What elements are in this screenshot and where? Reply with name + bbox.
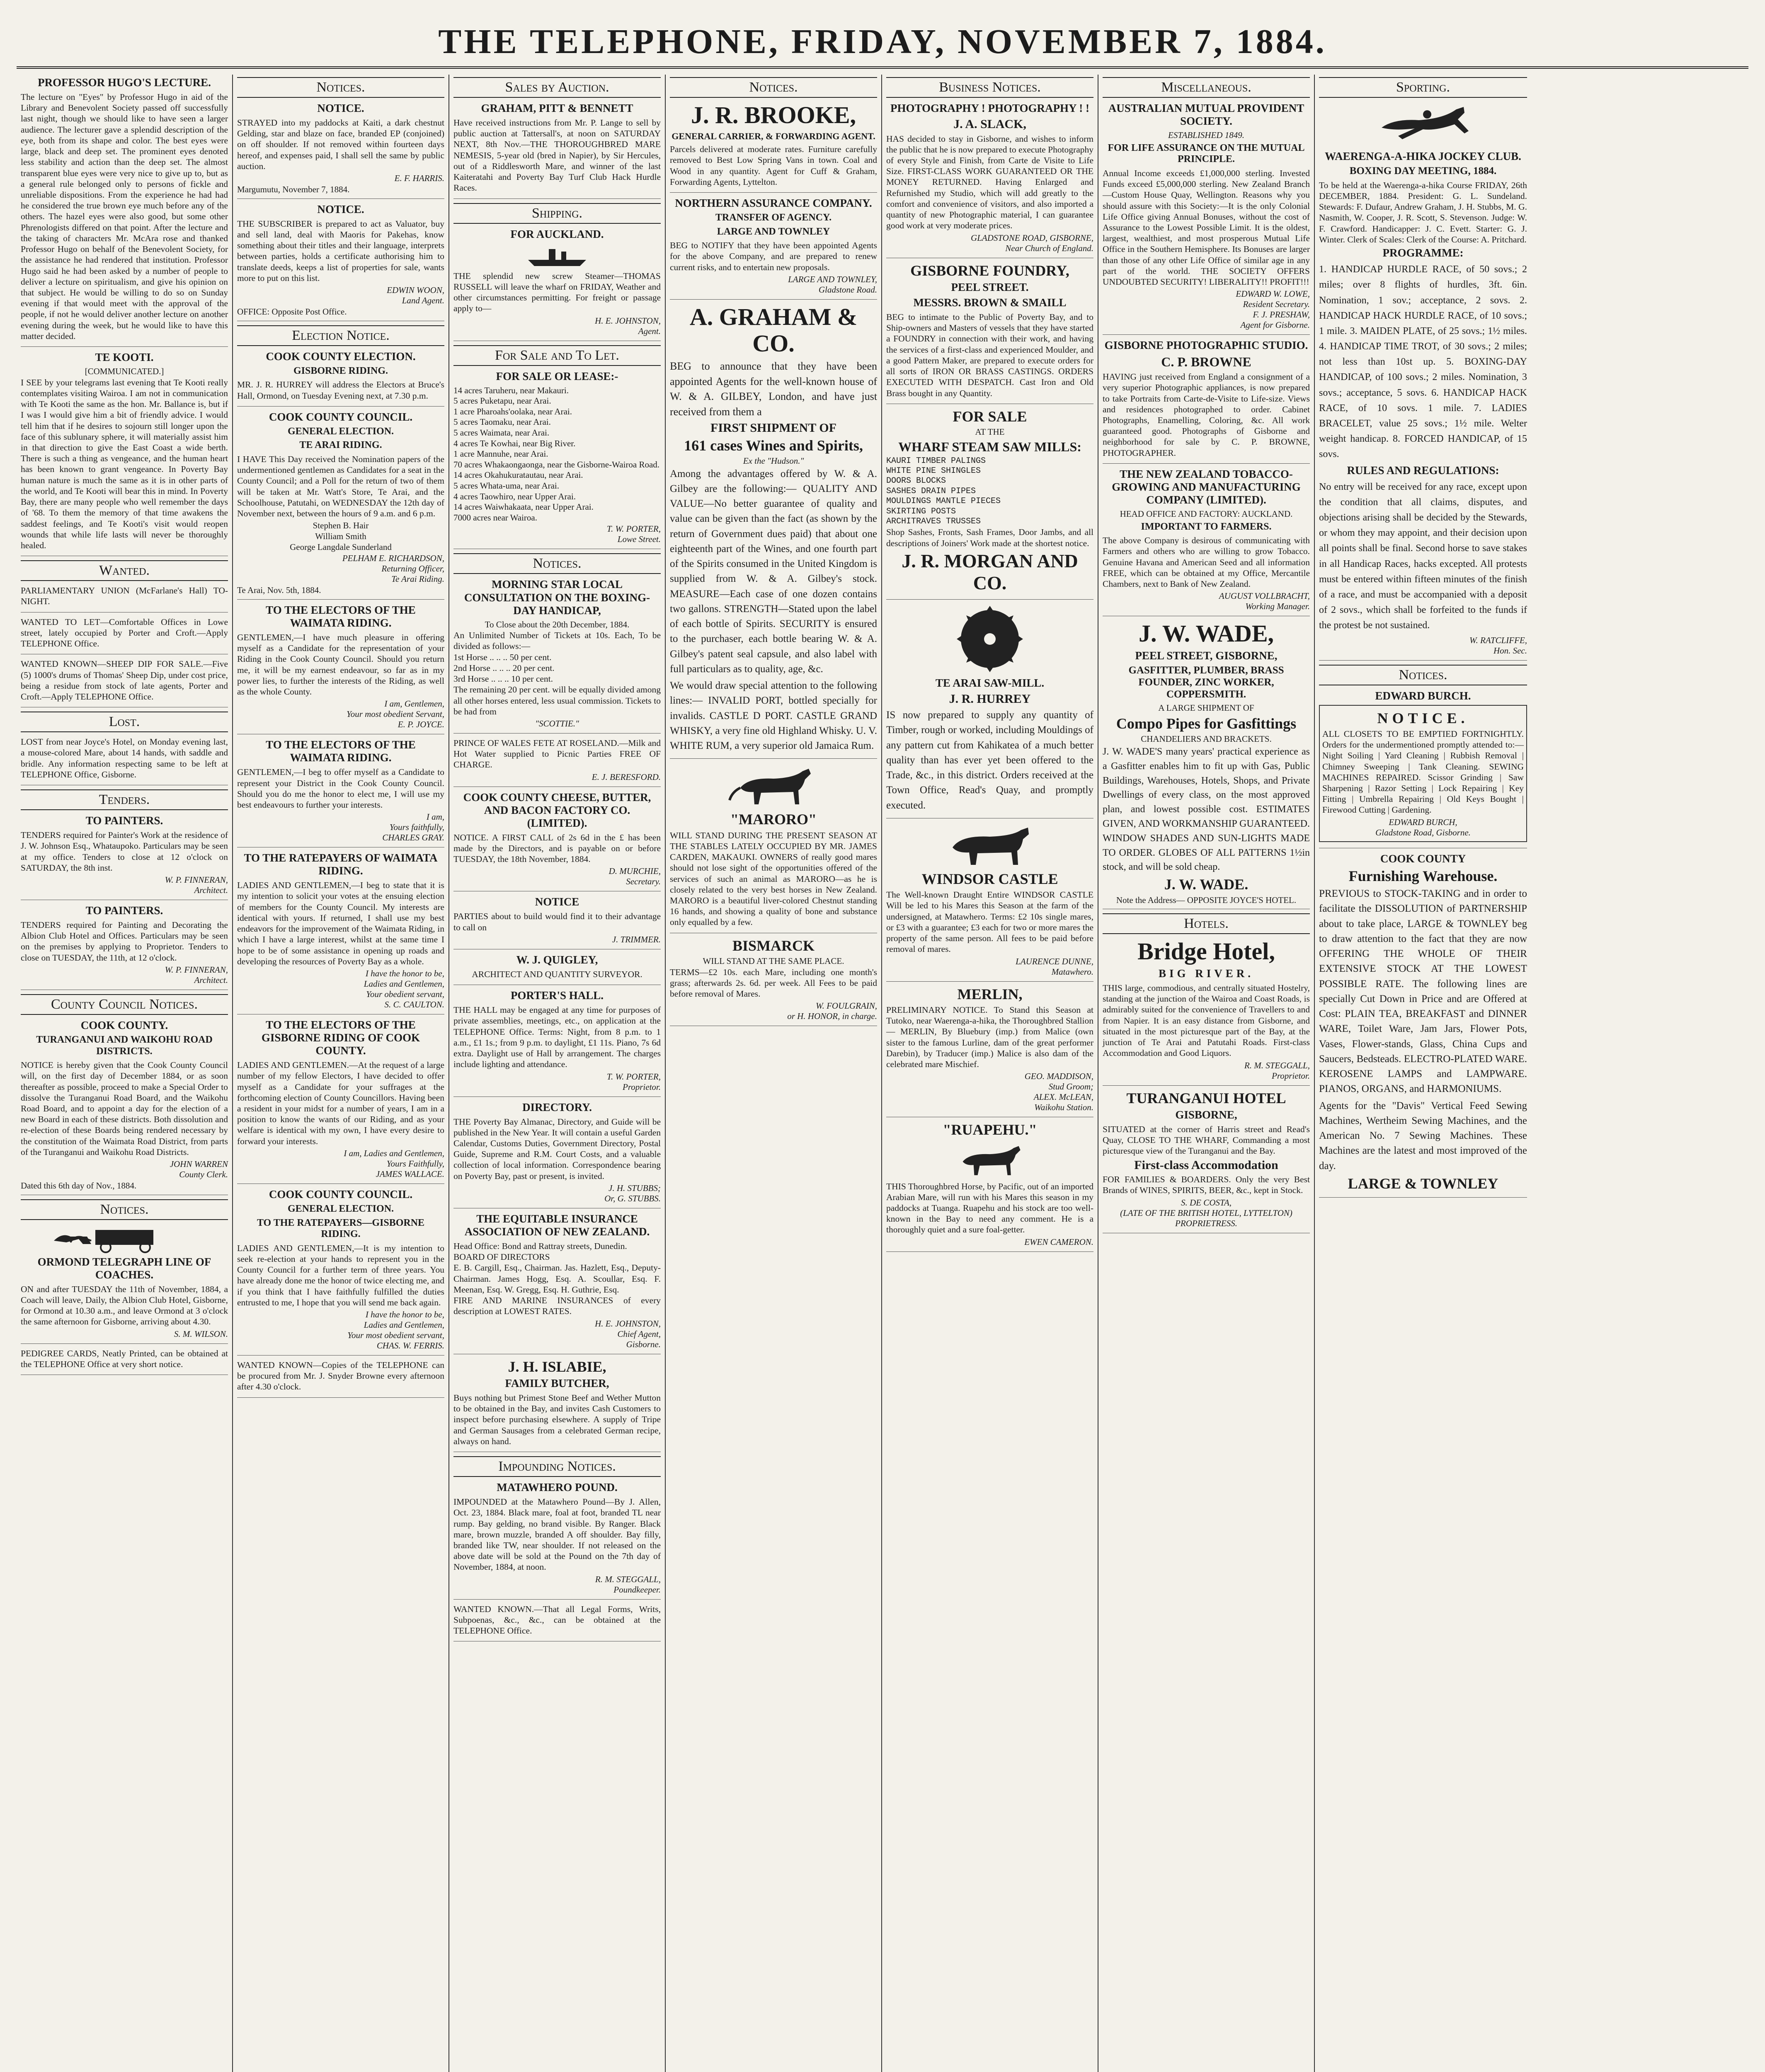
section-head-notices: Notices. (670, 77, 877, 98)
ad-signature: E. F. HARRIS. (394, 173, 444, 184)
ad-body: THE splendid new screw Steamer—THOMAS RUSSELL will leave the wharf on FRIDAY, Weather and other circumstances permitting. For freight or passage apply to— (453, 271, 661, 314)
burch-box (1319, 705, 1527, 842)
section-head-notices: Notices. (21, 1199, 228, 1220)
ad-signature: GEO. MADDISON, Stud Groom; ALEX. McLEAN, Waikohu Station. (1024, 1071, 1093, 1113)
ad-subtitle: GISBORNE, (1175, 1108, 1237, 1121)
ad-body: IMPOUNDED at the Matawhero Pound—By J. Allen, Oct. 23, 1884. Black mare, foal at foot, branded TL near rump. Bay gelding, no brand visible. By Ranger. Black mare, brown muzzle, branded A off shoulder. Bay filly, branded like TW, near shoulder. If not released on the above date will be sold at the Pound on the 7th day of November, 1884, at noon. (453, 1497, 661, 1572)
ad-morning-star-sweep (453, 578, 661, 733)
ad-subtitle: FIRST SHIPMENT OF (710, 421, 836, 435)
ad-title: NOTICE. (317, 102, 364, 114)
ad-quigley (453, 954, 661, 985)
ad-title: J. H. ISLABIE, (508, 1358, 606, 1375)
ad-headline: First-class Accommodation (1134, 1158, 1278, 1172)
ad-signature: W. FOULGRAIN, or H. HONOR, in charge. (787, 1001, 877, 1021)
horse-icon (948, 1141, 1031, 1179)
ad-county-notice (21, 1019, 228, 1195)
rules-body: No entry will be received for any race, except upon the condition that all claims, disputes, and objections arising shall be decided by the Stewards, or whom they may appoint, and their decision upon all points shall be final. Second horse to save stakes in all Handicap Races, hacks excepted. All protests must be entered within fifteen minutes of the finish of a race, and must be accompanied with a deposit of 2 sovs., which shall be forfeited to the funds if the protest be not sustained. (1319, 481, 1527, 631)
ad-tender-painters-2 (21, 904, 228, 990)
ad-body: IS now prepared to supply any quantity of Timber, rough or worked, including Mouldings of any pattern cut from Kahikatea of a much better quality than has ever yet been offered to the Trade, &c., in this district. Orders received at the Town Office, Read's Quay, and promptly executed. (886, 709, 1093, 811)
ad-windsor-castle (886, 823, 1093, 982)
ad-subtitle: GENERAL ELECTION. (287, 1203, 394, 1214)
ad-signature: GLADSTONE ROAD, GISBORNE, Near Church of England. (971, 232, 1093, 253)
ad-signature: EWEN CAMERON. (1024, 1237, 1093, 1247)
ad-body: STRAYED into my paddocks at Kaiti, a dark chestnut Gelding, star and blaze on face, branded EP (conjoined) on off shoulder. If not removed within fourteen days hereof, and expenses paid, I shall sell the same by public auction. (237, 118, 444, 171)
ad-title: AUSTRALIAN MUTUAL PROVIDENT SOCIETY. (1108, 102, 1304, 128)
ad-tobacco-company (1103, 468, 1310, 616)
ad-title: "RUAPEHU." (943, 1121, 1037, 1138)
article-body: The lecture on "Eyes" by Professor Hugo in aid of the Library and Benevolent Society passed off successfully last night, though we should like to have seen a larger audience. The lecturer gave a splendid description of the eye, both from its shape and color. The best eyes were large, black and deep set. The prominent eyes denoted less stability and action than the deep set. The almost transparent blue eyes were very nice to give up to, but as a general rule belonged only to persons of fickle and unreliable dispositions. From the experience he had had he considered the true brown eye much before any of the others. The hazel eyes were also good, but some other Phrenologists differed on that point. After the lecture and the taking of characters Mr. McAra rose and thanked Professor Hugo on behalf of the Benevolent Society, for the assistance he had rendered that institution. Professor Hugo said he had been asked by a number of people to deliver a lecture on spiritualism, and give his opinion on that subject. He would be willing to do so on Sunday evening if that would meet with the approval of the people, if not he would deliver another lecture on another evening during the week, but he would like to have this matter decided. (21, 92, 228, 341)
ad-footer-name: J. R. MORGAN AND CO. (902, 550, 1078, 593)
ad-shipping-auckland (453, 228, 661, 341)
column-4 (666, 75, 882, 2072)
ad-title: TO THE ELECTORS OF THE WAIMATA RIDING. (266, 738, 416, 764)
ad-body: Annual Income exceeds £1,000,000 sterling. Invested Funds exceed £5,000,000 sterling. New Zealand Branch—Custom House Quay, Wellington. Reasons why you should assure with this Society:—It is the only Colonial Life Office giving Annual Bonuses, without the cost of Assurance to the Lowest Possible Limit. It is the oldest, largest, wealthiest, and most prosperous Mutual Life Office in the Southern Hemisphere. Its Bonuses are larger than those of any other Life Office of similar age in any part of the world. THE SOCIETY OFFERS UNDOUBTED SECURITY! LIBERALITY!! PROFIT!!! (1103, 168, 1310, 287)
ad-signature: "SCOTTIE." (535, 718, 579, 729)
section-head-election: Election Notice. (237, 325, 444, 346)
ad-wanted-union (21, 585, 228, 612)
ad-browne-photography (1103, 339, 1310, 464)
ad-title: W. J. QUIGLEY, (516, 953, 598, 966)
ad-body: TENDERS required for Painter's Work at the residence of J. W. Johnson Esq., Whataupoko. Particulars may be seen at my office. Tenders to close at 12 o'clock on SATURDAY, the 8th inst. (21, 830, 228, 873)
ad-signature: J. W. WADE. (1164, 876, 1249, 893)
ad-subtitle: LARGE AND TOWNLEY (717, 226, 830, 237)
ad-body: GENTLEMEN,—I have much pleasure in offering myself as a Candidate for the representation of your Riding in the Cook County Council. Should you return me, it will be my earnest endeavour, so far as in my power lies, to further the interests of the Riding, as well as the whole County. (237, 632, 444, 697)
ad-general-election-ferris (237, 1188, 444, 1356)
ad-subtitle: BOXING DAY MEETING, 1884. (1349, 165, 1497, 177)
ad-body: I HAVE This Day received the Nomination papers of the undermentioned gentlemen as Candidates for a seat in the County Council; and a Poll for the return of two of them will be taken at Mr. Watt's Store, Te Arai, and the Schoolhouse, Patutahi, on WEDNESDAY the 12th day of November next, between the hours of 9 a.m. and 6 p.m. (237, 454, 444, 519)
saw-blade-icon (955, 604, 1025, 674)
ad-title: TO THE RATEPAYERS OF WAIMATA RIDING. (244, 852, 438, 877)
ad-title: COOK COUNTY ELECTION. (266, 350, 416, 363)
ad-body: GENTLEMEN,—I beg to offer myself as a Candidate to represent your District in the Cook County Council. Should you do me the honor to elect me, I will use my best endeavours to further your interests. (237, 767, 444, 810)
ad-signature: R. M. STEGGALL, Proprietor. (1244, 1060, 1310, 1081)
ad-amp-society (1103, 102, 1310, 335)
ad-subtitle: PEEL STREET, GISBORNE, (1135, 649, 1278, 662)
ad-title: BISMARCK (732, 937, 815, 954)
section-head-sporting: Sporting. (1319, 77, 1527, 98)
ad-signature: EDWARD BURCH, Gladstone Road, Gisborne. (1375, 817, 1471, 838)
ad-signature: T. W. PORTER, Lowe Street. (606, 524, 661, 545)
ad-body: Have received instructions from Mr. P. Lange to sell by public auction at Tattersall's, at noon on SATURDAY NEXT, 8th Nov.—THE THOROUGHBRED MARE NEMESIS, 5-year old (bred in Napier), by Sir Hercules, out of a Riddlesworth Mare, and winner of the last Kaiteratahi and Poverty Bay Turf Club Hack Hurdle Races. (453, 118, 661, 193)
section-head-business: Business Notices. (886, 77, 1093, 98)
section-head-notices: Notices. (453, 553, 661, 574)
ad-signature: LARGE & TOWNLEY (1348, 1175, 1498, 1192)
ad-signature: J. TRIMMER. (612, 934, 661, 944)
ad-date: Dated this 6th day of Nov., 1884. (21, 1181, 137, 1191)
section-head-shipping: Shipping. (453, 203, 661, 224)
ad-headline: NOTICE. (1377, 709, 1469, 726)
section-head-county: County Council Notices. (21, 994, 228, 1015)
ad-title: GISBORNE PHOTOGRAPHIC STUDIO. (1104, 339, 1308, 352)
ad-body: THIS Thoroughbred Horse, by Pacific, out of an imported Arabian Mare, will run with his Mares this season in my paddocks at Tuanga. Ruapehu and his stock are too well-known in the Bay to need any comment. He is a thoroughly quiet and a sure foal-getter. (886, 1181, 1093, 1235)
ad-subtitle: TURANGANUI AND WAIKOHU ROAD DISTRICTS. (36, 1034, 213, 1057)
ad-signature: T. W. PORTER, Proprietor. (606, 1071, 661, 1092)
ad-body: PREVIOUS to STOCK-TAKING and in order to facilitate the DISSOLUTION of PARTNERSHIP about to take place, LARGE & TOWNLEY beg to draw attention to the fact that they are now OFFERING THE WHOLE OF THEIR EXTENSIVE STOCK AT THE LOWEST POSSIBLE RATE. The following lines are specially Cut Down in Price and are Offered at Cost: PLAIN TEA, BREAKFAST and DINNER WARE, Toilet Ware, Jam Jars, Flower Pots, Vases, Flower-stands, Glass, China Cups and Saucers, Bedsteads. ELECTRO-PLATED WARE. KEROSENE LAMPS and LAMPWARE. PIANOS, ORGANS, and HARMONIUMS. (1319, 888, 1527, 1095)
ad-body: ARCHITECT AND QUANTITY SURVEYOR. (472, 969, 642, 979)
ad-date: Te Arai, Nov. 5th, 1884. (237, 585, 321, 595)
ad-notice-valuator (237, 203, 444, 321)
ad-election-hurrey (237, 350, 444, 407)
ad-prince-fete (453, 738, 661, 787)
ad-cheese-factory (453, 791, 661, 892)
ad-lost-mare (21, 736, 228, 785)
section-head-sales: Sales by Auction. (453, 77, 661, 98)
ad-gisborne-foundry (886, 262, 1093, 404)
ad-body: THE SUBSCRIBER is prepared to act as Valuator, buy and sell land, deal with Maoris for Pakehas, know something about their titles and their language, interprets between parties, holds a certificate authorising him to translate deeds, keeps a list of properties for sale, wants more to put on this list. (237, 218, 444, 283)
ad-signature: I am, Yours faithfully, CHARLES GRAY. (382, 812, 444, 843)
ad-title: WAERENGA-A-HIKA JOCKEY CLUB. (1325, 150, 1521, 162)
ad-directory (453, 1101, 661, 1208)
ad-body: TERMS—£2 10s. each Mare, including one month's grass; afterwards 2s. 6d. per week. All Fees to be paid before removal of Mares. (670, 967, 877, 999)
ad-for-sale-lease (453, 370, 661, 549)
ad-signature: AUGUST VOLLBRACHT, Working Manager. (1219, 591, 1310, 612)
ad-body: We would draw special attention to the following lines:— INVALID PORT, bottled specially for invalids. CASTLE D PORT. CASTLE GRAND WHISKY, a very fine old Highland Whisky. U. V. WHITE RUM, a very superior old Jamaica Rum. (670, 680, 877, 752)
ad-electors-gray (237, 738, 444, 847)
ad-address: Note the Address— OPPOSITE JOYCE'S HOTEL. (1116, 895, 1297, 905)
ad-title: A. GRAHAM & CO. (689, 303, 858, 357)
ad-title: EDWARD BURCH. (1375, 689, 1471, 702)
ad-title: FOR SALE OR LEASE:- (496, 370, 618, 382)
ad-edward-burch (1319, 690, 1527, 848)
ad-subtitle: C. P. BROWNE (1161, 354, 1251, 370)
columns (17, 75, 1748, 2072)
ad-subtitle: Ex the "Hudson." (743, 455, 804, 466)
ad-title: THE NEW ZEALAND TOBACCO-GROWING AND MANUFACTURING COMPANY (LIMITED). (1112, 467, 1301, 506)
ad-body: BEG to intimate to the Public of Poverty Bay, and to Ship-owners and Masters of vessels that they have started a FOUNDRY in connection with their work, and having the services of a first-class and experienced Moulder, and a good Pattern Maker, are prepared to execute orders for all sorts of IRON OR BRASS CASTINGS. ORDERS EXECUTED WITH DESPATCH. Cast Iron and Old Brass bought in any Quantity. (886, 312, 1093, 398)
ad-title: NOTICE (535, 896, 579, 908)
ad-headline: Compo Pipes for Gasfittings (1116, 715, 1297, 732)
ad-title: FOR AUCKLAND. (510, 228, 604, 240)
ad-subtitle: J. A. SLACK, (953, 117, 1026, 131)
ad-body: LADIES AND GENTLEMEN,—It is my intention to seek re-election at your hands to represent you in the County Council for a further term of three years. You have already done me the honor of twice electing me, and if you think that I have faithfully fulfilled the duties entrusted to me, I hope that you will send me back again. (237, 1243, 444, 1307)
racehorse-icon (1373, 102, 1473, 148)
ad-body: BEG to NOTIFY that they have been appointed Agents for the above Company, and are prepared to renew current risks, and to entertain new proposals. (670, 240, 877, 272)
ad-body: NOTICE is hereby given that the Cook County Council will, on the first day of December 1884, or as soon thereafter as possible, proceed to make a Special Order to dissolve the Turanganui Road Board, and the Waikohu Road Board, and to appoint a day for the election of a new Board in each of these districts. Both dissolution and re-election of these Boards being rendered necessary by the constitution of the Waimata Road District, from parts of the Turanganui and Waikohu Road Districts. (21, 1060, 228, 1157)
ad-title: TO PAINTERS. (85, 814, 163, 827)
ad-signature: S. M. WILSON. (174, 1329, 228, 1339)
ad-body: WANTED KNOWN—SHEEP DIP FOR SALE.—Five (5) 1000's drums of Thomas' Sheep Dip, under cost price, being a residue from stock of late agents, Porter and Croft.—Apply TELEPHONE Office. (21, 659, 228, 702)
article-title: TE KOOTI. (95, 351, 154, 364)
ad-election-te-arai (237, 411, 444, 600)
ad-subtitle: To Close about the 20th December, 1884. (485, 619, 630, 629)
ad-ruapehu (886, 1121, 1093, 1251)
ad-body: THIS large, commodious, and centrally situated Hostelry, standing at the junction of the Wairoa and Coast Roads, is admirably suited for the convenience of Travellers to and from Napier. It is an easy distance from Gisborne, and situated in the most picturesque part of the Bay, at the junction of Te Arai and Patutahi Roads. First-class Accommodation and Good Liquors. (1103, 983, 1310, 1058)
ad-signature: EDWARD W. LOWE, Resident Secretary. F. J. PRESHAW, Agent for Gisborne. (1236, 289, 1310, 330)
ad-signature: LARGE AND TOWNLEY, Gladstone Road. (788, 274, 877, 295)
ad-body: THE Poverty Bay Almanac, Directory, and Guide will be published in the New Year. It will contain a useful Garden Calendar, Customs Duties, Government Directory, Postal Guide, Supreme and R.M. Court Costs, and a valuable collection of local information. Correspondence bearing on Poverty Bay, past or present, is invited. (453, 1116, 661, 1181)
ad-title: ORMOND TELEGRAPH LINE OF COACHES. (37, 1255, 211, 1281)
ad-title: MORNING STAR LOCAL CONSULTATION ON THE BOXING-DAY HANDICAP, (464, 578, 650, 617)
ad-body: PARTIES about to build would find it to their advantage to call on (453, 911, 661, 932)
ad-bridge-hotel (1103, 938, 1310, 1085)
ad-signature: H. E. JOHNSTON, Agent. (595, 315, 661, 336)
ad-title: Bridge Hotel, (1137, 938, 1275, 965)
column-5 (882, 75, 1098, 2072)
ad-body: PARLIAMENTARY UNION (McFarlane's Hall) TO-NIGHT. (21, 586, 228, 607)
ad-subtitle: FOR LIFE ASSURANCE ON THE MUTUAL PRINCIPLE. (1108, 142, 1305, 165)
ad-pedigree-cards (21, 1348, 228, 1375)
ad-wanted-known-copies (237, 1360, 444, 1398)
ad-signature: W. RATCLIFFE, Hon. Sec. (1469, 635, 1527, 656)
ad-body: HAS decided to stay in Gisborne, and wishes to inform the public that he is now prepared to execute Photography of every Style and Finish, from Carte de Visite to Life Size. FIRST-CLASS WORK GUARANTEED OR THE MONEY RETURNED. Having Enlarged and Refurnished my Studio, which will add greatly to the comfort and convenience of visitors, and also imported a quantity of new Photographic material, I can guarantee good work at very moderate prices. (886, 133, 1093, 231)
ad-title: J. W. WADE, (1138, 620, 1274, 647)
ad-signature: LAURENCE DUNNE, Matawhero. (1016, 956, 1093, 977)
article-body: I SEE by your telegrams last evening that Te Kooti really contemplates visiting Wairoa. I am not in communication with Te Kooti the same as the hon. Mr. Ballance is, but if I was I would give him a bit of friendly advice. I would tell him that if he desires to sojourn still longer upon the face of this sublunary sphere, it will materially assist him in that direction to give the East Coast a wide berth. There is such a thing as vengeance, and the human heart has been known to grant vengeance. In Poverty Bay human nature is much the same as it is in other parts of the world, and Te Kooti will bear this in mind. In Poverty Bay, there are many people who well remember the days of '68. To them the memory of that time awakens the saddest feelings, and Te Kooti's visit would reopen wounds that while life lasts will never be thoroughly healed. (21, 377, 228, 551)
stagecoach-icon (46, 1224, 203, 1253)
rules-title: RULES AND REGULATIONS: (1347, 464, 1499, 477)
ad-body: HAVING just received from England a consignment of a very superior Photographic appliances, is now prepared to take Portraits from Carte-de-Visite to Life-size. Views and residences photographed to order. Cabinet Photographs, Enamelling, Coloring, &c. All work guaranteed good. Photographs of Gisborne and neighborhood for sale by C. P. BROWNE, PHOTOGRAPHER. (1103, 372, 1310, 458)
ad-auction-nemesis (453, 102, 661, 199)
ad-subtitle: TRANSFER OF AGENCY. (715, 212, 832, 223)
ad-ormond-coaches (21, 1224, 228, 1344)
ad-title: COOK COUNTY (1380, 852, 1466, 865)
ad-body: WANTED KNOWN—Copies of the TELEPHONE can be procured from Mr. J. Snyder Browne every afternoon after 4.30 o'clock. (237, 1360, 444, 1392)
horse-icon (724, 763, 823, 808)
ad-signature: S. DE COSTA, (LATE OF THE BRITISH HOTEL, LYTTELTON) PROPRIETRESS. (1120, 1197, 1292, 1228)
column-7 (1315, 75, 1531, 2072)
steamer-icon (524, 243, 590, 268)
ad-islabie-butcher (453, 1358, 661, 1452)
ad-signature: W. P. FINNERAN, Architect. (165, 964, 228, 985)
land-list: 14 acres Taruheru, near Makauri. 5 acres Puketapu, near Arai. 1 acre Pharoahs'oolaka, near Arai. 5 acres Taomaku, near Arai. 5 acres Waimata, near Arai. 4 acres Te Kowhai, near Big River. 1 acre Mannuhe, near Arai. 70 acres Whakaongaonga, near the Gisborne-Wairoa Road. 14 acres Okahukuratautau, near Arai. 5 acres Whata-uma, near Arai. 4 acres Taowhiro, near Upper Arai. 14 acres Waiwhakaata, near Upper Arai. 7000 acres near Wairoa. (453, 385, 660, 523)
ad-title: "MARORO" (730, 811, 817, 828)
ad-body: FOR FAMILIES & BOARDERS. Only the very Best Brands of WINES, SPIRITS, BEER, &c., kept in Stock. (1103, 1174, 1310, 1196)
section-head-notices: Notices. (237, 77, 444, 98)
ad-subtitle: A LARGE SHIPMENT OF (1158, 703, 1254, 713)
ad-body: PRINCE OF WALES FETE AT ROSELAND.—Milk and Hot Water supplied to Picnic Parties FREE OF CHARGE. (453, 738, 661, 770)
ad-signature: JOHN WARREN County Clerk. (170, 1159, 228, 1180)
ad-title: COOK COUNTY CHEESE, BUTTER, AND BACON FACTORY CO. (LIMITED). (463, 791, 651, 829)
ad-body: The Well-known Draught Entire WINDSOR CASTLE Will be led to his Mares this Season at the farm of the undersigned, at Matawhero. Terms: £2 10s single mares, or £3 with a guarantee; £3 each for two or more mares the property of the same person. All fees to be paid before removal of mares. (886, 890, 1093, 954)
ad-date: Margumutu, November 7, 1884. (237, 184, 350, 195)
ad-subtitle: GASFITTER, PLUMBER, BRASS FOUNDER, ZINC WORKER, COPPERSMITH. (1128, 665, 1284, 700)
ad-body: PEDIGREE CARDS, Neatly Printed, can be obtained at the TELEPHONE Office at very short notice. (21, 1348, 228, 1369)
section-head-lost: Lost. (21, 712, 228, 732)
ad-title: TURANGANUI HOTEL (1126, 1089, 1286, 1106)
ad-body: PRELIMINARY NOTICE. To Stand this Season at Tutoko, near Waerenga-a-hika, the Thoroughbred Stallion— MERLIN, By Bluebury (imp.) from Malice (own sister to the famous Lurline, dam of the great performer Darebin), by Traducer (imp.) Malice is also dam of the celebrated mare Mischief. (886, 1005, 1093, 1069)
ad-body: Shop Sashes, Fronts, Sash Frames, Door Jambs, and all descriptions of Joiners' Work made at the shortest notice. (886, 527, 1093, 548)
column-3 (449, 75, 666, 2072)
ad-electors-wallace (237, 1019, 444, 1184)
column-1 (17, 75, 233, 2072)
ad-signature: I am, Gentlemen, Your most obedient Servant, E. P. JOYCE. (346, 699, 444, 730)
ad-title: COOK COUNTY. (80, 1019, 168, 1031)
ad-signature: D. MURCHIE, Secretary. (609, 866, 661, 887)
ad-body: LOST from near Joyce's Hotel, on Monday evening last, a mouse-colored Mare, about 14 hands, with saddle and bridle. Any information respecting same to be left at TELEPHONE Office, Gisborne. (21, 737, 228, 779)
ad-body: LADIES AND GENTLEMEN.—At the request of a large number of my fellow Electors, I have decided to offer myself as a Candidate for your suffrages at the forthcoming election of County Councillors. Having been a resident in your midst for a number of years, I am in a position to know the wants of our Riding, and as your welfare is identical with my own, I have every desire to forward your interests. (237, 1060, 444, 1146)
ad-signature: J. H. STUBBS; Or, G. STUBBS. (604, 1183, 661, 1203)
ad-body: WILL STAND DURING THE PRESENT SEASON AT THE STABLES LATELY OCCUPIED BY MR. JAMES CARDEN, MAKAUKI. OWNERS of really good mares should not lose sight of the opportunities offered of the services of such an animal as MARORO—as he is closely related to the very best horses in New Zealand. MARORO is a beautiful liver-colored Chestnut standing 16 hands, and showing a quality of bone and substance only equalled by a few. (670, 830, 877, 927)
section-head-notices: Notices. (1319, 665, 1527, 685)
ad-body: The above Company is desirous of communicating with Farmers and others who are willing to grow Tobacco. Genuine Havana and American Seed and all information FREE, which can be obtained at my Office, Mercantile Chambers, next to Bank of New Zealand. (1103, 535, 1310, 589)
ad-ratepayers-caulton (237, 852, 444, 1014)
ad-body: To be held at the Waerenga-a-hika Course FRIDAY, 26th DECEMBER, 1884. President: G. L. Sundeland. Stewards: F. Dufaur, Andrew Graham, J. H. Stubbs, M. G. Nasmith, W. Cooper, J. R. Scott, S. Stevenson. Judge: W. F. Crawford. Handicapper: J. C. Evett. Starter: G. J. Winter. Clerk of Scales: Clerk of the Course: A. Pritchard. (1319, 180, 1527, 244)
ad-headline: 161 cases Wines and Spirits, (684, 437, 863, 454)
ad-subtitle: PEEL STREET. (951, 281, 1029, 293)
article-hugo-lecture (21, 76, 228, 347)
ad-body: SITUATED at the corner of Harris street and Read's Quay, CLOSE TO THE WHARF, Commanding a most picturesque view of the Turanganui and the Bay. (1103, 1124, 1310, 1156)
ad-subtitle: CHANDELIERS AND BRACKETS. (1141, 734, 1272, 744)
ad-legal-forms (453, 1604, 661, 1642)
ad-title: J. R. BROOKE, (691, 102, 856, 128)
ad-subtitle: IMPORTANT TO FARMERS. (1141, 521, 1272, 532)
ad-trimmer (453, 896, 661, 949)
ad-headline: WHARF STEAM SAW MILLS: (898, 439, 1081, 454)
ad-body: Among the advantages offered by W. & A. Gilbey are the following:— QUALITY AND VALUE—No better guarantee of quality and value can be given than the fact (as shown by the return of Government dues paid) that about one eighteenth part of the Wines, and one fourth part of the Spirits consumed in the United Kingdom is supplied from W. & A. Gilbey's stock. MEASURE—Each case of one dozen contains two gallons. STRENGTH—Stated upon the label of each bottle of Spirits. SECURITY is ensured to the purchaser, each bottle bearing W. & A. Gilbey's patent seal capsule, and also label with full particulars as to quality, age, &c. (670, 468, 877, 675)
ad-equitable-insurance (453, 1213, 661, 1354)
ad-body: Buys nothing but Primest Stone Beef and Wether Mutton to be obtained in the Bay, and invites Cash Customers to inspect before purchasing elsewhere. A supply of Tripe and German Sausages from a celebrated German recipe, always on hand. (453, 1392, 661, 1446)
ad-subtitle: J. R. HURREY (949, 692, 1031, 706)
masthead-title: THE TELEPHONE, FRIDAY, NOVEMBER 7, 1884. (438, 22, 1327, 61)
section-head-hotels: Hotels. (1103, 913, 1310, 934)
section-head-for-sale: For Sale and To Let. (453, 345, 661, 366)
ad-title: THE EQUITABLE INSURANCE ASSOCIATION OF NEW ZEALAND. (464, 1212, 650, 1238)
ad-signature: EDWIN WOON, Land Agent. (387, 285, 444, 306)
ad-bismarck (670, 937, 877, 1026)
ad-title: TO THE ELECTORS OF THE WAIMATA RIDING. (266, 603, 416, 629)
ad-headline: Furnishing Warehouse. (1348, 867, 1498, 884)
ad-subtitle: AT THE (975, 427, 1005, 437)
ad-title: TO THE ELECTORS OF THE GISBORNE RIDING OF COOK COUNTY. (261, 1019, 420, 1057)
section-head-tenders: Tenders. (21, 789, 228, 810)
ad-title: MATAWHERO POUND. (497, 1481, 618, 1494)
ad-signature: H. E. JOHNSTON, Chief Agent, Gisborne. (595, 1318, 661, 1349)
ad-title: TO PAINTERS. (85, 904, 163, 917)
ad-title: DIRECTORY. (522, 1101, 592, 1113)
ad-signature: E. J. BERESFORD. (592, 772, 661, 782)
ad-slack-photography (886, 102, 1093, 258)
ad-signature: I have the honor to be, Ladies and Gentlemen, Your obedient servant, S. C. CAULTON. (364, 968, 444, 1009)
program-body: 1. HANDICAP HURDLE RACE, of 50 sovs.; 2 miles; over 8 flights of hurdles, 3ft. 6in. Nomination, 1 sov.; acceptance, 2 sovs. 2. HANDICAP HACK HURDLE RACE, of 10 sovs.; 1 mile. 3. MAIDEN PLATE, of 25 sovs.; 1½ miles. 4. HANDICAP TIME TROT, of 30 sovs.; 2 miles; not less than 10st up. 5. BOXING-DAY HANDICAP, of 100 sovs.; 2 miles. Nomination, 3 sovs.; acceptance, 5 sovs. 6. HANDICAP HACK RACE, of 10 sovs. 1 mile. 7. LADIES BRACELET, value 25 sovs.; 1½ mile. Welter weight handicap. 8. FORCED HANDICAP, of 15 sovs. (1319, 264, 1527, 460)
section-head-wanted: Wanted. (21, 560, 228, 581)
ad-signature: I am, Ladies and Gentlemen, Yours Faithfully, JAMES WALLACE. (344, 1148, 444, 1179)
ad-wanted-offices (21, 617, 228, 655)
ad-wanted-sheep-dip (21, 658, 228, 707)
section-head-impounding: Impounding Notices. (453, 1456, 661, 1477)
ad-title: TE ARAI SAW-MILL. (935, 676, 1045, 689)
ad-body: Head Office: Bond and Rattray streets, Dunedin. BOARD OF DIRECTORS E. B. Cargill, Esq., Chairman. Jas. Hazlett, Esq., Deputy-Chairman. James Hogg, Esq. A. Scoullar, Esq. F. Meenan, Esq. W. Gregg, Esq. H. Guthrie, Esq. FIRE AND MARINE INSURANCES of every description at LOWEST RATES. (453, 1241, 661, 1317)
section-head-misc: Miscellaneous. (1103, 77, 1310, 98)
ad-body: ALL CLOSETS TO BE EMPTIED FORTNIGHTLY. Orders for the undermentioned promptly attended to:— Night Soiling | Yard Cleaning | Rubbish Removal | Chimney Sweeping | Tank Cleaning. SEWING MACHINES REPAIRED. Scissor Grinding | Saw Sharpening | Razor Setting | Lock Repairing | Key Fitting | Umbrella Repairing | Old Keys Bought | Firewood Cutting | Gardening. (1322, 729, 1524, 815)
ad-matawhero-pound (453, 1481, 661, 1600)
ad-graham-wines (670, 304, 877, 759)
draught-horse-icon (940, 823, 1040, 868)
ad-electors-joyce (237, 604, 444, 734)
article-title: PROFESSOR HUGO'S LECTURE. (38, 76, 211, 89)
ad-turanganui-hotel (1103, 1090, 1310, 1233)
ad-title: COOK COUNTY COUNCIL. (269, 1188, 413, 1201)
ad-body: Agents for the "Davis" Vertical Feed Sewing Machines, Wertheim Sewing Machines, and the American No. 7 Sewing Machines. These Machines are the latest and most improved of the day. (1319, 1100, 1527, 1172)
ad-signature: PELHAM E. RICHARDSON, Returning Officer, Te Arai Riding. (342, 553, 444, 584)
ad-body: THE HALL may be engaged at any time for purposes of private assemblies, meetings, etc., on application at the TELEPHONE Office. Terms: Night, from 8 p.m. to 1 a.m., £1 1s.; from 9 p.m. to daylight, £1 11s. Piano, 7s 6d extra. Daylight use of Hall by arrangement. The charges include lighting and attendance. (453, 1005, 661, 1070)
ad-subtitle: TO THE RATEPAYERS—GISBORNE RIDING. (257, 1217, 425, 1240)
ad-extra: OFFICE: Opposite Post Office. (237, 307, 347, 317)
ad-title: PORTER'S HALL. (510, 989, 604, 1002)
ad-subtitle: MESSRS. BROWN & SMAILL (913, 296, 1067, 309)
ad-northern-assurance (670, 197, 877, 300)
ad-title: PHOTOGRAPHY ! PHOTOGRAPHY ! ! (890, 102, 1089, 114)
article-subtitle: [COMMUNICATED.] (85, 366, 164, 377)
column-2 (233, 75, 449, 2072)
ad-subtitle: GENERAL ELECTION. (287, 426, 394, 437)
ad-merlin (886, 986, 1093, 1118)
ad-subtitle: HEAD OFFICE AND FACTORY: AUCKLAND. (1120, 509, 1293, 519)
ad-porters-hall (453, 989, 661, 1097)
ad-subtitle: TE ARAI RIDING. (299, 440, 382, 451)
ad-body: An Unlimited Number of Tickets at 10s. Each, To be divided as follows:— 1st Horse .. .. .. 50 per cent. 2nd Horse .. .. .. 20 per cent. 3rd Horse .. .. .. 10 per cent. The remaining 20 per cent. will be equally divided among all other horses entered, less usual commission. Tickets to be had from (453, 630, 661, 716)
ad-subtitle: BIG RIVER. (1158, 967, 1254, 980)
ad-title: COOK COUNTY COUNCIL. (269, 410, 413, 423)
ad-title: MERLIN, (957, 985, 1023, 1002)
ad-body: LADIES AND GENTLEMEN,—I beg to state that it is my intention to solicit your votes at the ensuing election of members for the County Council. My interests are identical with yours. If returned, I shall use my best endeavors for the improvement of the Waimata Riding, in which I have a large interest, whilst at the same time I hope to be of some assistance in opening up roads and developing the resources of Poverty Bay as a whole. (237, 880, 444, 966)
ad-title: GRAHAM, PITT & BENNETT (481, 102, 633, 114)
program-title: PROGRAMME: (1382, 247, 1464, 259)
ad-body: NOTICE. A FIRST CALL of 2s 6d in the £ has been made by the Directors, and is payable on or before TUESDAY, the 18th November, 1884. (453, 832, 661, 864)
ad-subtitle: FAMILY BUTCHER, (505, 1377, 609, 1389)
ad-body: WANTED KNOWN.—That all Legal Forms, Writs, Subpoenas, &c., &c., can be obtained at the TELEPHONE Office. (453, 1604, 661, 1636)
ad-body: Parcels delivered at moderate rates. Furniture carefully removed to Best Low Spring Vans in town. Coal and Wood in any quantity. Agent for Cuff & Graham, Forwarding Agents, Lyttelton. (670, 144, 877, 187)
ad-signature: R. M. STEGGALL, Poundkeeper. (595, 1574, 661, 1595)
timber-list: KAURI TIMBER PALINGS WHITE PINE SHINGLES DOORS BLOCKS SASHES DRAIN PIPES MOULDINGS MANTLE PIECES SKIRTING POSTS ARCHITRAVES TRUSSES (886, 456, 1001, 526)
ad-title: NORTHERN ASSURANCE COMPANY. (675, 196, 872, 209)
ad-title: NOTICE. (317, 203, 364, 215)
ad-wade-gasfitter (1103, 620, 1310, 909)
column-6 (1098, 75, 1315, 2072)
ad-body: MR. J. R. HURREY will address the Electors at Bruce's Hall, Ormond, on Tuesday Evening next, at 7.30 p.m. (237, 380, 444, 401)
ad-body: WANTED TO LET—Comfortable Offices in Lowe street, lately occupied by Porter and Croft.—Apply TELEPHONE Office. (21, 617, 228, 649)
ad-notice-strayed (237, 102, 444, 199)
ad-body: TENDERS required for Painting and Decorating the Albion Club Hotel and Offices. Particulars may be seen on the premises by applying to Proprietor. Tenders to close on TUESDAY, the 11th, at 12 o'clock. (21, 920, 228, 963)
ad-tender-painters-1 (21, 814, 228, 900)
ad-signature: I have the honor to be, Ladies and Gentlemen, Your most obedient servant, CHAS. W. FERRIS. (347, 1310, 444, 1351)
candidate-list: Stephen B. Hair William Smith George Langdale Sunderland (290, 520, 392, 552)
ad-jockey-club (1319, 102, 1527, 661)
ad-signature: W. P. FINNERAN, Architect. (165, 875, 228, 895)
ad-subtitle: ESTABLISHED 1849. (1168, 130, 1244, 140)
ad-te-arai-saw-mill (886, 604, 1093, 818)
ad-brooke-carrier (670, 102, 877, 193)
ad-wharf-saw-mills (886, 408, 1093, 600)
ad-body: ON and after TUESDAY the 11th of November, 1884, a Coach will leave, Daily, the Albion Club Hotel, Gisborne, for Ormond at 10.30 a.m., and leave Ormond at 3 o'clock the same afternoon for Gisborne, arriving about 4.30. (21, 1284, 228, 1327)
ad-title: GISBORNE FOUNDRY, (910, 262, 1069, 279)
article-te-kooti (21, 351, 228, 556)
ad-title: FOR SALE (953, 408, 1027, 425)
ad-subtitle: WILL STAND AT THE SAME PLACE. (703, 956, 844, 966)
ad-subtitle: GENERAL CARRIER, & FORWARDING AGENT. (672, 131, 875, 141)
ad-title: WINDSOR CASTLE (921, 870, 1058, 887)
ad-subtitle: GISBORNE RIDING. (293, 365, 388, 376)
ad-body: J. W. WADE'S many years' practical experience as a Gasfitter enables him to fit up with Gas, Public Buildings, Warehouses, Hotels, Shops, and Private Dwellings of every class, on the most approved plan, and lowest possible cost. ESTIMATES GIVEN, AND WORKMANSHIP GUARANTEED. WINDOW SHADES AND SUN-LIGHTS MADE TO ORDER. GLOBES OF ALL PATTERNS 1½in stock, and will be sold cheap. (1103, 746, 1310, 873)
masthead (17, 17, 1748, 69)
ad-body: BEG to announce that they have been appointed Agents for the well-known house of W. & A. GILBEY, London, and have just received from them a (670, 360, 877, 418)
ad-furnishing-warehouse (1319, 852, 1527, 1198)
ad-maroro-stallion (670, 763, 877, 933)
